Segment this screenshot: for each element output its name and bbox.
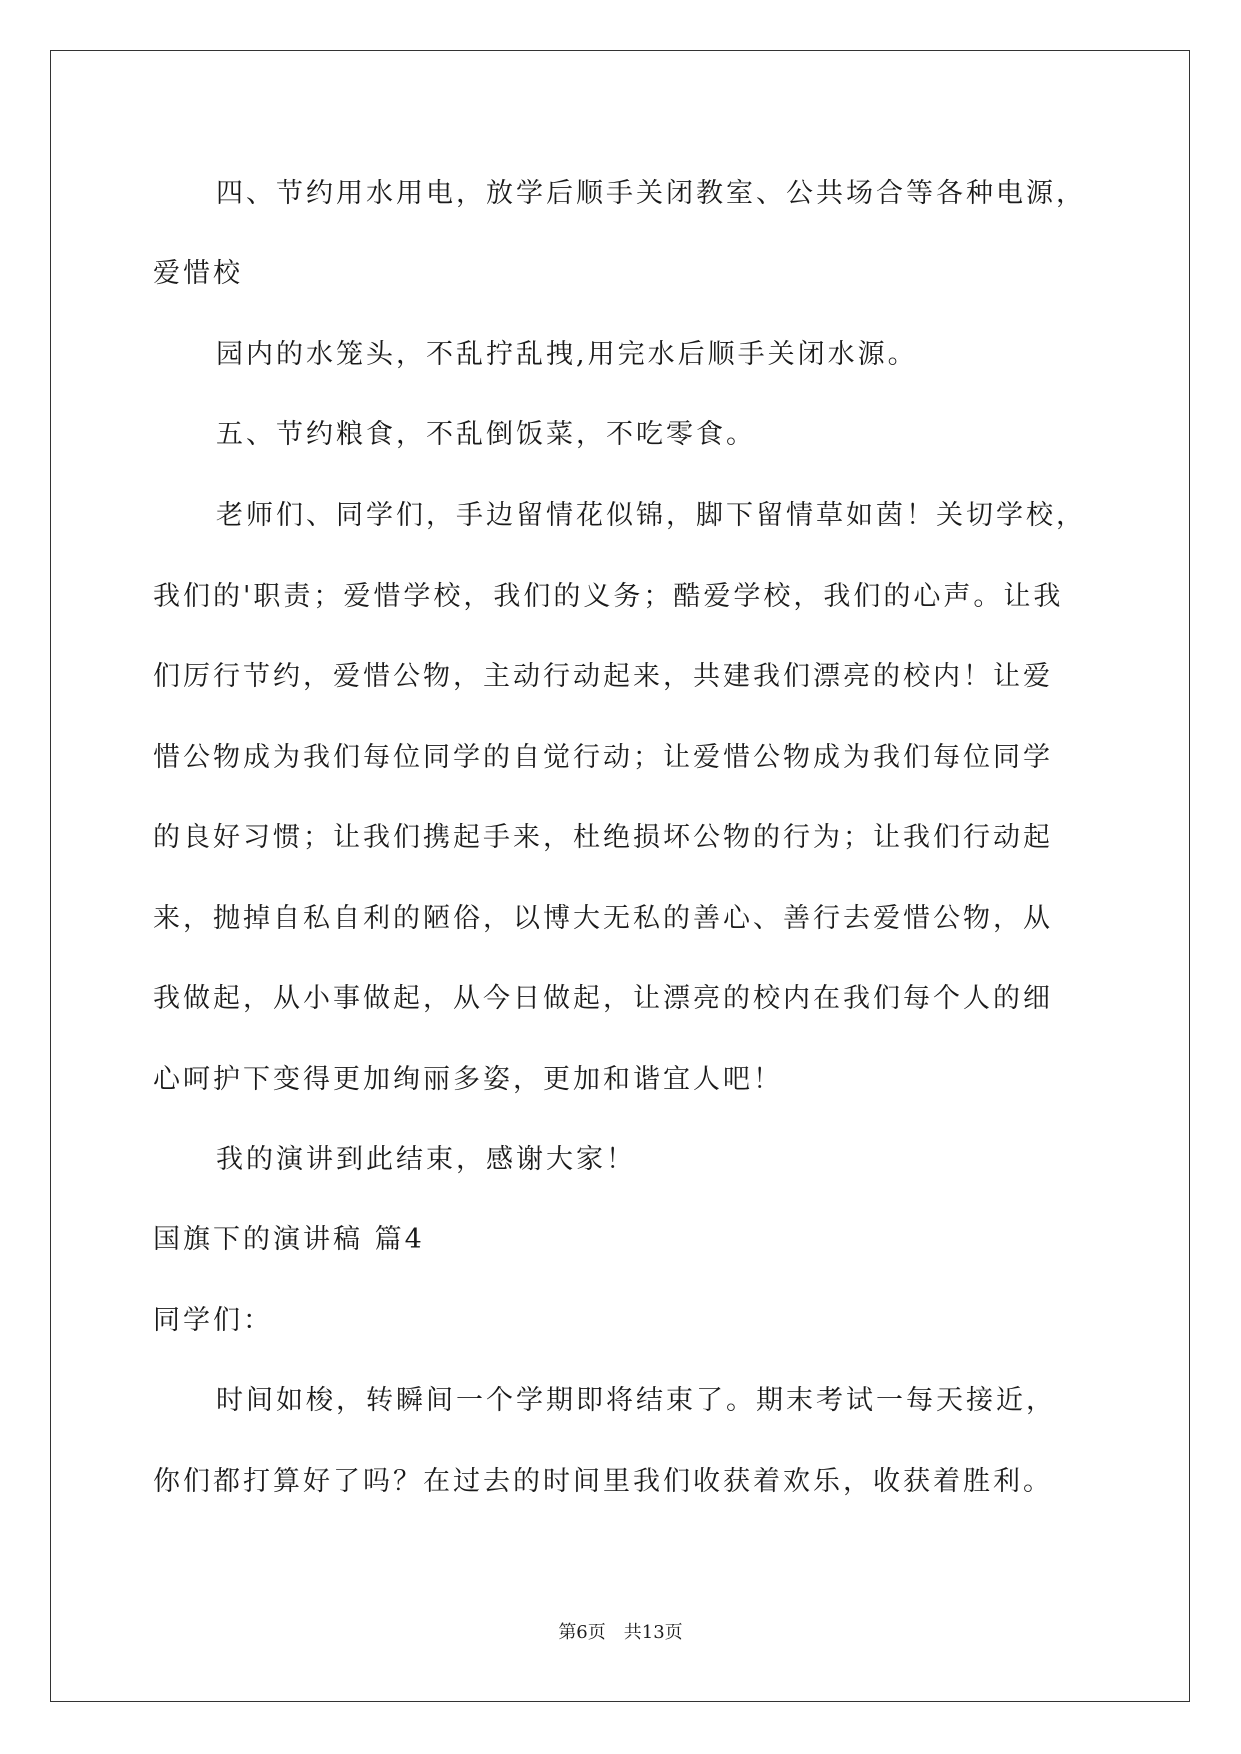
paragraph-line: 来，抛掉自私自利的陋俗，以博大无私的善心、善行去爱惜公物，从 xyxy=(153,903,1053,934)
paragraph-line: 惜公物成为我们每位同学的自觉行动；让爱惜公物成为我们每位同学 xyxy=(153,742,1053,773)
paragraph-line: 园内的水笼头，不乱拧乱拽,用完水后顺手关闭水源。 xyxy=(216,339,918,370)
page-footer: 第6页 共13页 xyxy=(558,1622,683,1643)
salutation: 同学们： xyxy=(153,1305,273,1336)
paragraph-line: 爱惜校 xyxy=(153,258,243,289)
page-border xyxy=(50,50,1190,1702)
paragraph-line: 我做起，从小事做起，从今日做起，让漂亮的校内在我们每个人的细 xyxy=(153,983,1053,1014)
paragraph-line: 五、节约粮食，不乱倒饭菜，不吃零食。 xyxy=(216,419,756,450)
paragraph-line: 我的演讲到此结束，感谢大家！ xyxy=(216,1144,636,1175)
section-heading: 国旗下的演讲稿 篇4 xyxy=(153,1224,425,1255)
paragraph-line: 的良好习惯；让我们携起手来，杜绝损坏公物的行为；让我们行动起 xyxy=(153,822,1053,853)
paragraph-line: 四、节约用水用电，放学后顺手关闭教室、公共场合等各种电源， xyxy=(216,178,1086,209)
paragraph-line: 心呵护下变得更加绚丽多姿，更加和谐宜人吧！ xyxy=(153,1064,783,1095)
paragraph-line: 时间如梭，转瞬间一个学期即将结束了。期末考试一每天接近， xyxy=(216,1385,1056,1416)
paragraph-line: 你们都打算好了吗？在过去的时间里我们收获着欢乐，收获着胜利。 xyxy=(153,1466,1053,1497)
paragraph-line: 老师们、同学们，手边留情花似锦，脚下留情草如茵！关切学校， xyxy=(216,500,1086,531)
paragraph-line: 们厉行节约，爱惜公物，主动行动起来，共建我们漂亮的校内！让爱 xyxy=(153,661,1053,692)
paragraph-line: 我们的'职责；爱惜学校，我们的义务；酷爱学校，我们的心声。让我 xyxy=(153,581,1064,612)
